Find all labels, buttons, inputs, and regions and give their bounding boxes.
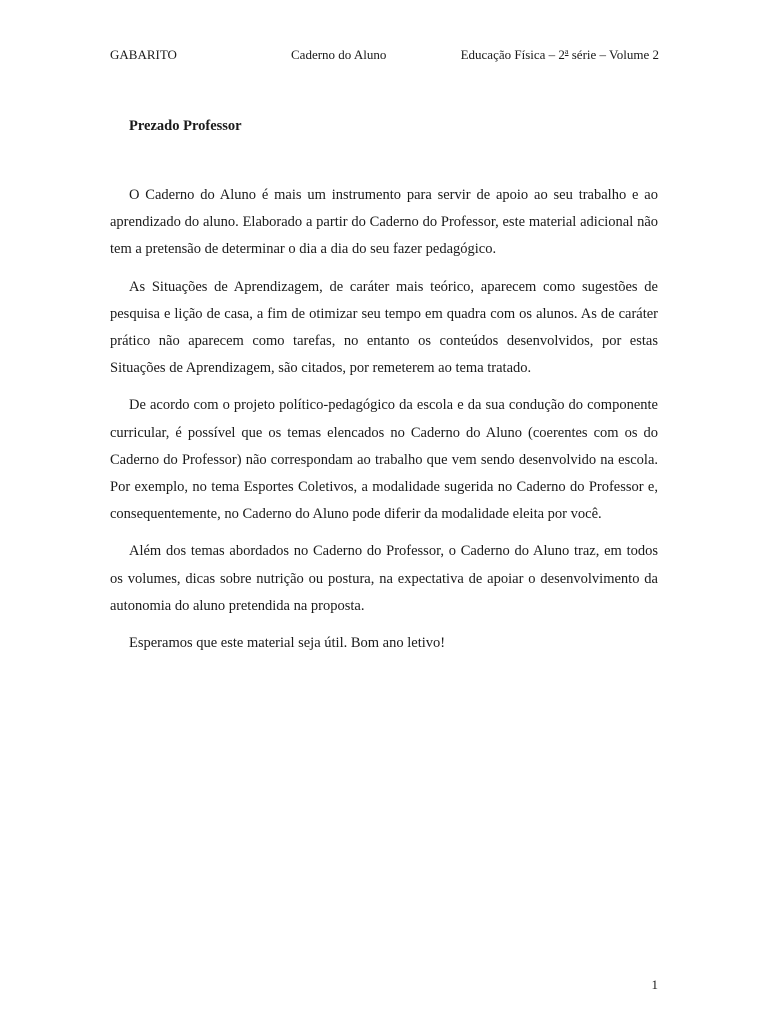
- salutation-heading: Prezado Professor: [129, 118, 242, 134]
- paragraph-5: Esperamos que este material seja útil. Bom ano letivo!: [129, 635, 446, 652]
- header-right-superscript: a: [564, 47, 569, 56]
- header-right-suffix: série – Volume 2: [568, 47, 659, 62]
- header-right-text: [461, 46, 659, 64]
- paragraph-2: As Situações de Aprendizagem, de caráter mais teórico, aparecem como sugestões de pesquisa e lição de casa, a fim de otimizar seu tempo em quadra com os alunos. As de caráter prático não aparecem como tarefas, no entanto os conteúdos desenvolvidos, por estas Situações de Aprendizagem, são citados, por remeterem ao tema tratado.: [110, 278, 658, 377]
- paragraph-4: Além dos temas abordados no Caderno do Professor, o Caderno do Aluno traz, em todos os volumes, dicas sobre nutrição ou postura, na expectativa de apoiar o desenvolvimento da autonomia do aluno pretendida na proposta.: [110, 543, 658, 614]
- page-number: 1: [651, 977, 658, 992]
- header-left-text: GABARITO: [110, 47, 177, 62]
- running-header: [110, 46, 659, 66]
- header-right-prefix: Educação Física – 2: [460, 47, 565, 62]
- letter-body: [110, 182, 658, 667]
- paragraph-1: O Caderno do Aluno é mais um instrumento para servir de apoio ao seu trabalho e ao aprendizado do aluno. Elaborado a partir do Caderno do Professor, este material adicional não tem a pretensão de determinar o dia a dia do seu fazer pedagógico.: [110, 187, 658, 258]
- paragraph-3: De acordo com o projeto político-pedagógico da escola e da sua condução do componente curricular, é possível que os temas elencados no Caderno do Aluno (coerentes com os do Caderno do Professor) não correspondam ao trabalho que vem sendo desenvolvido na escola. Por exemplo, no tema Esportes Coletivos, a modalidade sugerida no Caderno do Professor e, consequentemente, no Caderno do Aluno pode diferir da modalidade eleita por você.: [110, 397, 658, 523]
- header-center-text: Caderno do Aluno: [291, 47, 387, 62]
